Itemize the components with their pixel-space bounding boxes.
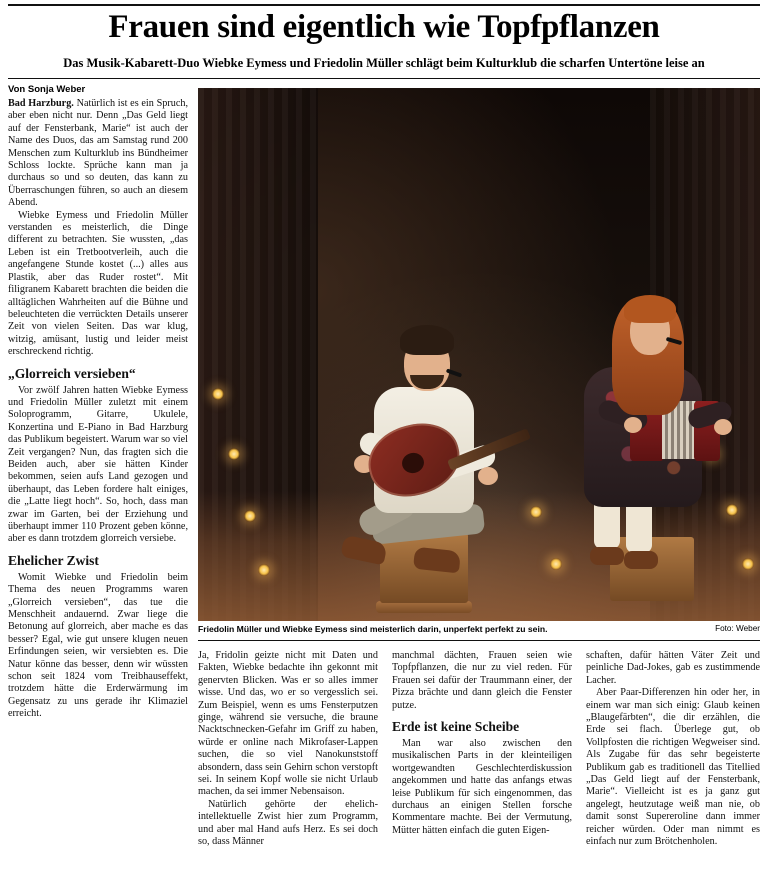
subhead-rule [8, 78, 760, 79]
stool-body [610, 537, 694, 601]
paragraph: Wiebke Eymess und Friedolin Müller verstanden es meisterlich, die Dinge different zu betrachten. Sie wussten, „das Leben ist ein Tretbootverleih, auch die angefangene Stunde kostet (...) alles aus Plastik, aber das Ruder rostet“. Mit filigranem Kabarett brachten die beiden die alltäglichen Wahrheiten auf die Bühne und beleuchteten die verrückten Details unserer Zeit von vielen Seiten. Das war klug, witzig, amüsant, lustig und leider meist erschreckend richtig. [8, 209, 188, 358]
dateline: Bad Harzburg. [8, 98, 74, 109]
photo-credit: Foto: Weber [715, 624, 760, 633]
stage-scene [198, 88, 760, 621]
hair-top [624, 295, 676, 323]
top-rule [8, 4, 760, 6]
byline: Von Sonja Weber [8, 84, 86, 95]
paragraph: Natürlich gehörte der ehelich-intellektuelle Zwist hier zum Programm, und aber mal Hand aufs Herz. Es sei doch so, dass Männer [198, 798, 378, 848]
hand [714, 419, 732, 435]
paragraph: Ja, Fridolin geizte nicht mit Daten und Fakten, Wiebke bedachte ihn gekonnt mit genervten Blicken. Was er so alles immer wisse. Und das, wo er so vergesslich sei. Zum Beispiel, wenn es ums Fensterputzen ginge, während sie versuche, die braune Nacktschnecken-Gefahr im Griff zu haben, würde er online nach Mikrofaser-Lappen suchen, die so viel Nanokunststoff absondern, dass sein Gehirn schon verstopft sei. In seinem Kopf wolle sie nicht Urlaub machen, da sei immer Nebensaison. [198, 650, 378, 798]
shoe [624, 551, 658, 569]
photo-caption: Friedolin Müller und Wiebke Eymess sind meisterlich darin, unperfekt perfekt zu sein. [198, 624, 548, 634]
stage-lamp-icon [228, 448, 240, 460]
paragraph: Womit Wiebke und Friedolin beim Thema des neuen Programms waren „Glorreich versieben“, das tue die Menschheit andauernd. Zwar liege die Betonung auf glorreich, aber mache es das besser? Egal, wie gut unsere klugen neuen Erfindungen seien, wir versiebten es. Die Natur könne das besser, denn wir wüssten schon seit 1824 vom Treibhauseffekt, trotzdem hätte die Erderwärmung im Gegensatz zu uns gerade ihr Klimaziel erreicht. [8, 571, 188, 720]
text-column-1 [8, 98, 188, 721]
subheadline: Das Musik-Kabarett-Duo Wiebke Eymess und Friedolin Müller schlägt beim Kulturklub die scharfen Untertöne leise an [63, 56, 705, 70]
text-column-2 [198, 650, 378, 849]
text-column-3 [392, 650, 572, 837]
shoe [590, 547, 624, 565]
stage-lamp-icon [212, 388, 224, 400]
stage-lamp-icon [244, 510, 256, 522]
hair [400, 325, 454, 355]
text-column-4 [586, 650, 760, 849]
hand [478, 467, 498, 485]
caption-rule [198, 640, 760, 641]
paragraph: Man war also zwischen den musikalischen Parts in der kleinteiligen wortgewandten Geschlechterdiskussion angekommen und hatte das anfangs etwas leise Publikum für sich eingenommen, das durchaus an einigen Stellen forsche Kommentare machte. Bei der Vermutung, Mütter hätten einfach die guten Eigen- [392, 738, 572, 836]
photo-person-male [318, 183, 548, 613]
photo-person-female [538, 181, 753, 611]
section-heading: „Glorreich versieben“ [8, 365, 136, 381]
lead-paragraph [8, 98, 188, 210]
hand [624, 417, 642, 433]
section-heading: Erde ist keine Scheibe [392, 719, 520, 735]
section-heading: Ehelicher Zwist [8, 552, 99, 568]
paragraph: Aber Paar-Differenzen hin oder her, in einem war man sich einig: Glaub keinen „Blaugefärbten“, die dir erzählen, die Erde sei flach. Überlege gut, ob Vollpfosten die richtigen Wegweiser sind. Als Zugabe für das sehr begeisterte Publikum gab es traditionell das Titellied „Das Geld liegt auf der Fensterbank, Marie“. Vielleicht ist es ja ganz gut angelegt, heutzutage weiß man nie, ob damit sonst Supereroline dann immer reicher würden. Oder man nimmt es einfach nur zum Brötchenholen. [586, 687, 760, 848]
paragraph: schaften, dafür hätten Väter Zeit und peinliche Dad-Jokes, gab es zustimmende Lacher. [586, 650, 760, 686]
article-photo [198, 88, 760, 621]
stage-lamp-icon [258, 564, 270, 576]
page-title: Frauen sind eigentlich wie Topfpflanzen [108, 9, 660, 45]
paragraph: Vor zwölf Jahren hatten Wiebke Eymess und Friedolin Müller zuletzt mit einem Soloprogramm, Gitarre, Ukulele, Konzertina und E-Piano in Bad Harzburg das Publikum begeistert. Warum war so viel Zeit vergangen? Nun, das fragten sich die Beiden auch, aber sie hätten Kinder bekommen, seien aufs Land gezogen und überhaupt, das Leben fordere halt einiges, die „Latte liegt hoch“. So, hoch, dass man zwar im Garten, bei der Erziehung und überhaupt immer 110 Prozent geben könne, aber es dann trotzdem glorreich versiebe. [8, 384, 188, 545]
boot [626, 499, 652, 553]
paragraph: manchmal dächten, Frauen seien wie Topfpflanzen, die nur zu viel reden. Für Frauen sei dafür der Traummann einer, der Pizza brächte und dann gleich die Fenster putze. [392, 650, 572, 711]
lead-text: Natürlich ist es ein Spruch, aber eben nicht nur. Denn „Das Geld liegt auf der Fensterbank, Marie“ ist auch der Name des Duos, das am Samstag rund 200 Menschen zum Kulturklub ins Bündheimer Schloss lockte. Sprüche kann man ja durchaus so und so deuten, das kann zu Überraschungen führen, so auch an diesem Abend. [8, 98, 188, 209]
